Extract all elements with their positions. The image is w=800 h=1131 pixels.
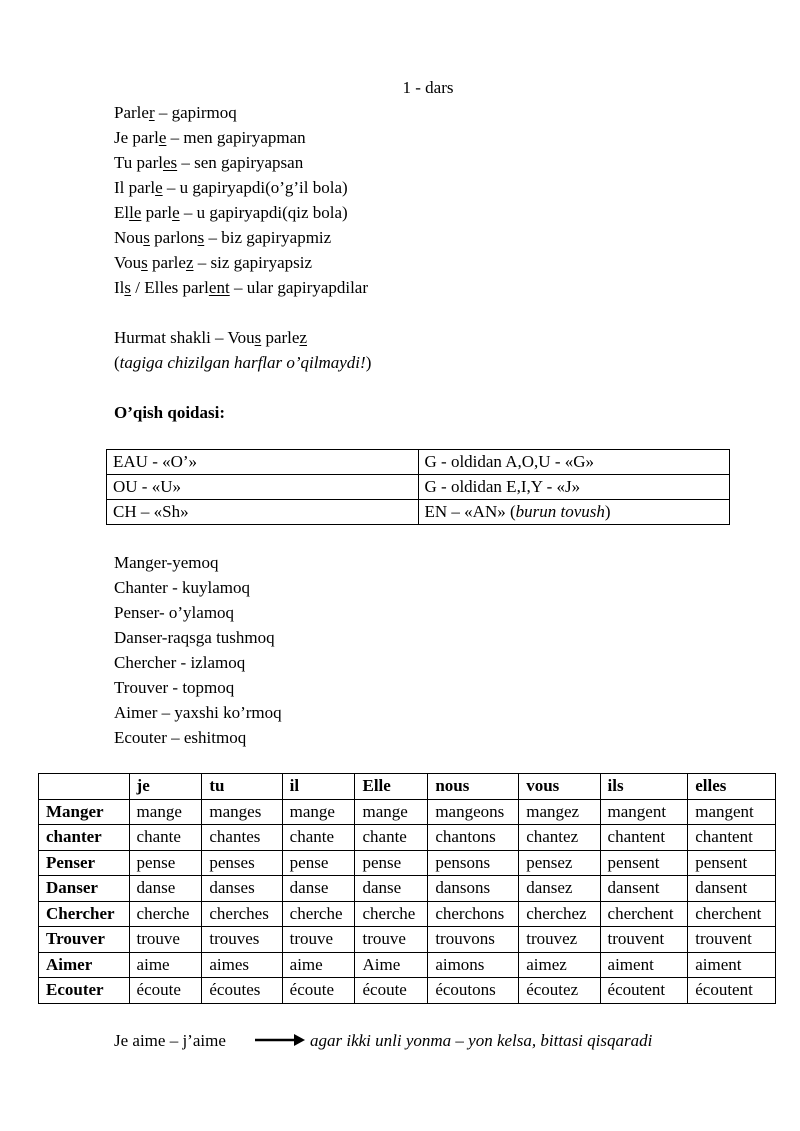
underlined-ending: e [155, 178, 163, 197]
table-cell: dansons [428, 876, 519, 902]
rule-text: ) [604, 502, 611, 521]
line-text: – men gapiryapman [166, 128, 306, 147]
table-cell: aime [129, 952, 202, 978]
column-header: je [129, 774, 202, 800]
column-header [39, 774, 130, 800]
row-header: Chercher [39, 901, 130, 927]
conjugation-line [114, 250, 371, 275]
rule-cell: CH – «Sh» [107, 500, 419, 525]
line-text: – siz gapiryapsiz [193, 253, 312, 272]
conjugation-table [38, 773, 776, 1004]
table-cell: trouvez [519, 927, 600, 953]
table-cell: cherchent [688, 901, 776, 927]
table-cell: trouve [282, 927, 355, 953]
table-cell: trouve [355, 927, 428, 953]
table-cell: aimons [428, 952, 519, 978]
line-text: parl [141, 203, 173, 222]
line-text: – sen gapiryapsan [177, 153, 304, 172]
line-text: Il [114, 278, 125, 297]
table-cell: danses [202, 876, 282, 902]
table-cell: mange [282, 799, 355, 825]
lesson-title: 1 - dars [402, 78, 454, 97]
verb-item: Danser-raqsga tushmoq [114, 628, 275, 647]
table-cell: pense [355, 850, 428, 876]
table-cell: écoutons [428, 978, 519, 1004]
column-header: ils [600, 774, 688, 800]
polite-form-line: Hurmat shakli – Vous parlez [114, 328, 307, 347]
silent-letters-note: (tagiga chizilgan harflar o’qilmaydi!) [114, 353, 372, 372]
verb-item: Manger-yemoq [114, 553, 219, 572]
table-row [39, 876, 776, 902]
reading-rules-table [106, 449, 730, 525]
table-cell: chante [282, 825, 355, 851]
rule-text: EN – «AN» ( [424, 502, 516, 521]
table-row [39, 825, 776, 851]
underlined-ending: ent [208, 278, 230, 297]
line-text: Je parl [114, 128, 159, 147]
line-text: – u gapiryapdi(qiz bola) [179, 203, 348, 222]
verb-item: Ecouter – eshitmoq [114, 728, 247, 747]
elision-example: Je aime – j’aime [114, 1031, 226, 1050]
table-row [39, 799, 776, 825]
table-cell: trouve [129, 927, 202, 953]
table-cell: pense [282, 850, 355, 876]
rule-text: G - oldidan A,O,U - «G» [424, 452, 595, 471]
table-cell: écoutes [202, 978, 282, 1004]
table-cell: mangez [519, 799, 600, 825]
table-cell: chantent [688, 825, 776, 851]
rule-text: G - oldidan E,I,Y - «J» [424, 477, 581, 496]
table-cell: cherchez [519, 901, 600, 927]
row-header: Aimer [39, 952, 130, 978]
underlined-ending: s [197, 228, 205, 247]
underlined-ending: le [129, 203, 142, 222]
table-cell: danse [355, 876, 428, 902]
table-cell: pensent [688, 850, 776, 876]
line-text: Il parl [114, 178, 156, 197]
row-header: Ecouter [39, 978, 130, 1004]
verb-item: Chanter - kuylamoq [114, 578, 250, 597]
conjugation-lines [114, 100, 371, 300]
elision-rule: agar ikki unli yonma – yon kelsa, bittasi qisqaradi [310, 1031, 653, 1050]
table-cell: penses [202, 850, 282, 876]
right-arrow-icon [255, 1032, 305, 1048]
verb-item: Aimer – yaxshi ko’rmoq [114, 703, 282, 722]
table-cell: chantes [202, 825, 282, 851]
conjugation-line [114, 100, 371, 125]
rule-italic: burun tovush [515, 502, 605, 521]
table-cell: cherchent [600, 901, 688, 927]
verb-list [114, 550, 282, 750]
line-text: – biz gapiryapmiz [204, 228, 332, 247]
underlined-ending: es [162, 153, 178, 172]
table-cell: cherches [202, 901, 282, 927]
table-cell: Aime [355, 952, 428, 978]
table-cell: danse [129, 876, 202, 902]
table-cell: chantent [600, 825, 688, 851]
table-row [39, 927, 776, 953]
row-header: Trouver [39, 927, 130, 953]
conjugation-block [114, 100, 371, 425]
table-cell: aiment [600, 952, 688, 978]
conjugation-line [114, 150, 371, 175]
table-cell: danse [282, 876, 355, 902]
rule-cell: EAU - «O’» [107, 450, 419, 475]
underlined-ending: e [158, 128, 167, 147]
reading-rule-heading: O’qish qoidasi: [114, 403, 226, 422]
table-cell: aimez [519, 952, 600, 978]
table-cell: mangent [688, 799, 776, 825]
table-cell: pensez [519, 850, 600, 876]
table-cell: trouvent [688, 927, 776, 953]
table-cell: écoute [282, 978, 355, 1004]
line-text: parlon [149, 228, 198, 247]
conjugation-line [114, 200, 371, 225]
table-cell: cherche [129, 901, 202, 927]
row-header: Penser [39, 850, 130, 876]
row-header: Manger [39, 799, 130, 825]
table-cell: manges [202, 799, 282, 825]
table-cell: trouvent [600, 927, 688, 953]
table-cell: écoutez [519, 978, 600, 1004]
verb-item: Trouver - topmoq [114, 678, 235, 697]
conjugation-line [114, 275, 371, 300]
table-cell: cherchons [428, 901, 519, 927]
column-header: il [282, 774, 355, 800]
table-cell: aimes [202, 952, 282, 978]
table-cell: écoute [129, 978, 202, 1004]
table-cell: pense [129, 850, 202, 876]
row-header: Danser [39, 876, 130, 902]
table-cell: cherche [355, 901, 428, 927]
underlined-ending: e [172, 203, 180, 222]
underlined-ending: s [124, 278, 132, 297]
table-row [39, 978, 776, 1004]
verb-item: Penser- o’ylamoq [114, 603, 235, 622]
table-cell: trouvons [428, 927, 519, 953]
table-row [39, 850, 776, 876]
rule-row [107, 500, 730, 525]
table-cell: dansent [600, 876, 688, 902]
table-cell: trouves [202, 927, 282, 953]
table-cell: mange [129, 799, 202, 825]
column-header: Elle [355, 774, 428, 800]
table-cell: pensent [600, 850, 688, 876]
line-text: – u gapiryapdi(o’g’il bola) [162, 178, 348, 197]
table-row [39, 901, 776, 927]
table-cell: aiment [688, 952, 776, 978]
table-cell: dansez [519, 876, 600, 902]
rule-cell [418, 475, 730, 500]
table-cell: chantez [519, 825, 600, 851]
table-cell: chante [129, 825, 202, 851]
elision-note [114, 1028, 653, 1053]
line-text: Vou [114, 253, 142, 272]
table-cell: aime [282, 952, 355, 978]
column-header: nous [428, 774, 519, 800]
column-header: vous [519, 774, 600, 800]
line-text: – gapirmoq [154, 103, 237, 122]
line-text: El [114, 203, 130, 222]
table-cell: chantons [428, 825, 519, 851]
rule-row [107, 475, 730, 500]
column-header: elles [688, 774, 776, 800]
verb-item: Chercher - izlamoq [114, 653, 246, 672]
column-header: tu [202, 774, 282, 800]
table-cell: écoutent [600, 978, 688, 1004]
row-header: chanter [39, 825, 130, 851]
underlined-ending: r [148, 103, 155, 122]
table-cell: mangeons [428, 799, 519, 825]
table-cell: cherche [282, 901, 355, 927]
conjugation-line [114, 225, 371, 250]
underlined-ending: s [143, 228, 150, 247]
line-text: parle [147, 253, 186, 272]
rule-cell: OU - «U» [107, 475, 419, 500]
rule-row [107, 450, 730, 475]
conjugation-line [114, 125, 371, 150]
line-text: Parle [114, 103, 149, 122]
table-cell: dansent [688, 876, 776, 902]
line-text: / Elles parl [131, 278, 209, 297]
table-cell: mangent [600, 799, 688, 825]
underlined-ending: s [141, 253, 148, 272]
table-cell: mange [355, 799, 428, 825]
table-cell: pensons [428, 850, 519, 876]
table-row [39, 952, 776, 978]
table-cell: écoutent [688, 978, 776, 1004]
line-text: Tu parl [114, 153, 163, 172]
underlined-ending: z [185, 253, 194, 272]
conjugation-line [114, 175, 371, 200]
rule-cell [418, 450, 730, 475]
rule-cell [418, 500, 730, 525]
table-cell: chante [355, 825, 428, 851]
table-cell: écoute [355, 978, 428, 1004]
line-text: Nou [114, 228, 144, 247]
line-text: – ular gapiryapdilar [229, 278, 369, 297]
